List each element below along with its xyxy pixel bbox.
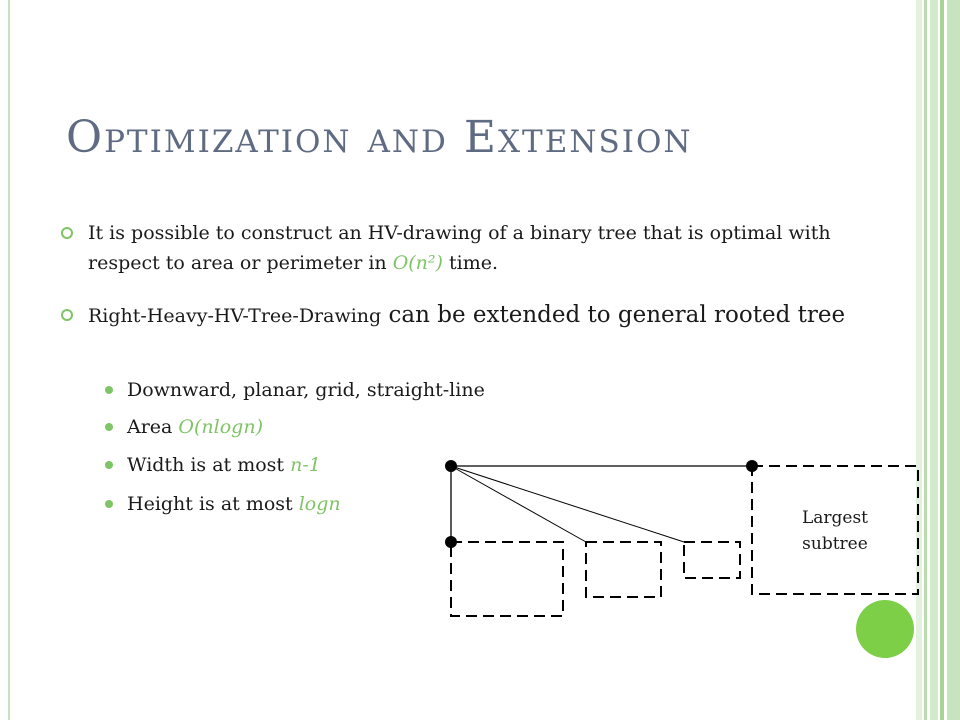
bullet-text-large: can be extended to general rooted tree [381, 302, 846, 328]
bullet-text-end: time. [442, 252, 499, 274]
edge-to-subtree-2 [451, 466, 586, 542]
complexity-highlight: O(n²) [392, 252, 443, 274]
sub-bullet-highlight: O(nlogn) [178, 416, 263, 438]
root-node [445, 460, 457, 472]
label-line-2: subtree [802, 534, 868, 554]
bullet-text: It is possible to construct an HV-drawing of a binary tree that is optimal with respect to area or perimeter in [88, 222, 831, 274]
sub-bullet-text: Downward, planar, grid, straight-line [127, 379, 485, 401]
decorative-green-circle [856, 600, 914, 658]
edge-to-subtree-3 [451, 466, 684, 542]
sub-bullet-text: Width is at most [127, 454, 291, 476]
sub-bullet-highlight: logn [298, 493, 341, 515]
subtree-box-3 [684, 542, 740, 578]
slide-title: Optimization and Extension [66, 112, 693, 163]
largest-subtree-label [755, 505, 915, 557]
algorithm-name: Right-Heavy-HV-Tree-Drawing [88, 305, 382, 327]
child-node [445, 536, 457, 548]
subtree-box-1 [451, 542, 563, 616]
label-line-1: Largest [801, 508, 869, 528]
subtree-box-2 [586, 542, 661, 597]
sub-bullet-text: Area [127, 416, 179, 438]
sub-bullet-highlight: n-1 [290, 454, 321, 476]
largest-subtree-root-node [746, 460, 758, 472]
sub-bullet-text: Height is at most [127, 493, 299, 515]
